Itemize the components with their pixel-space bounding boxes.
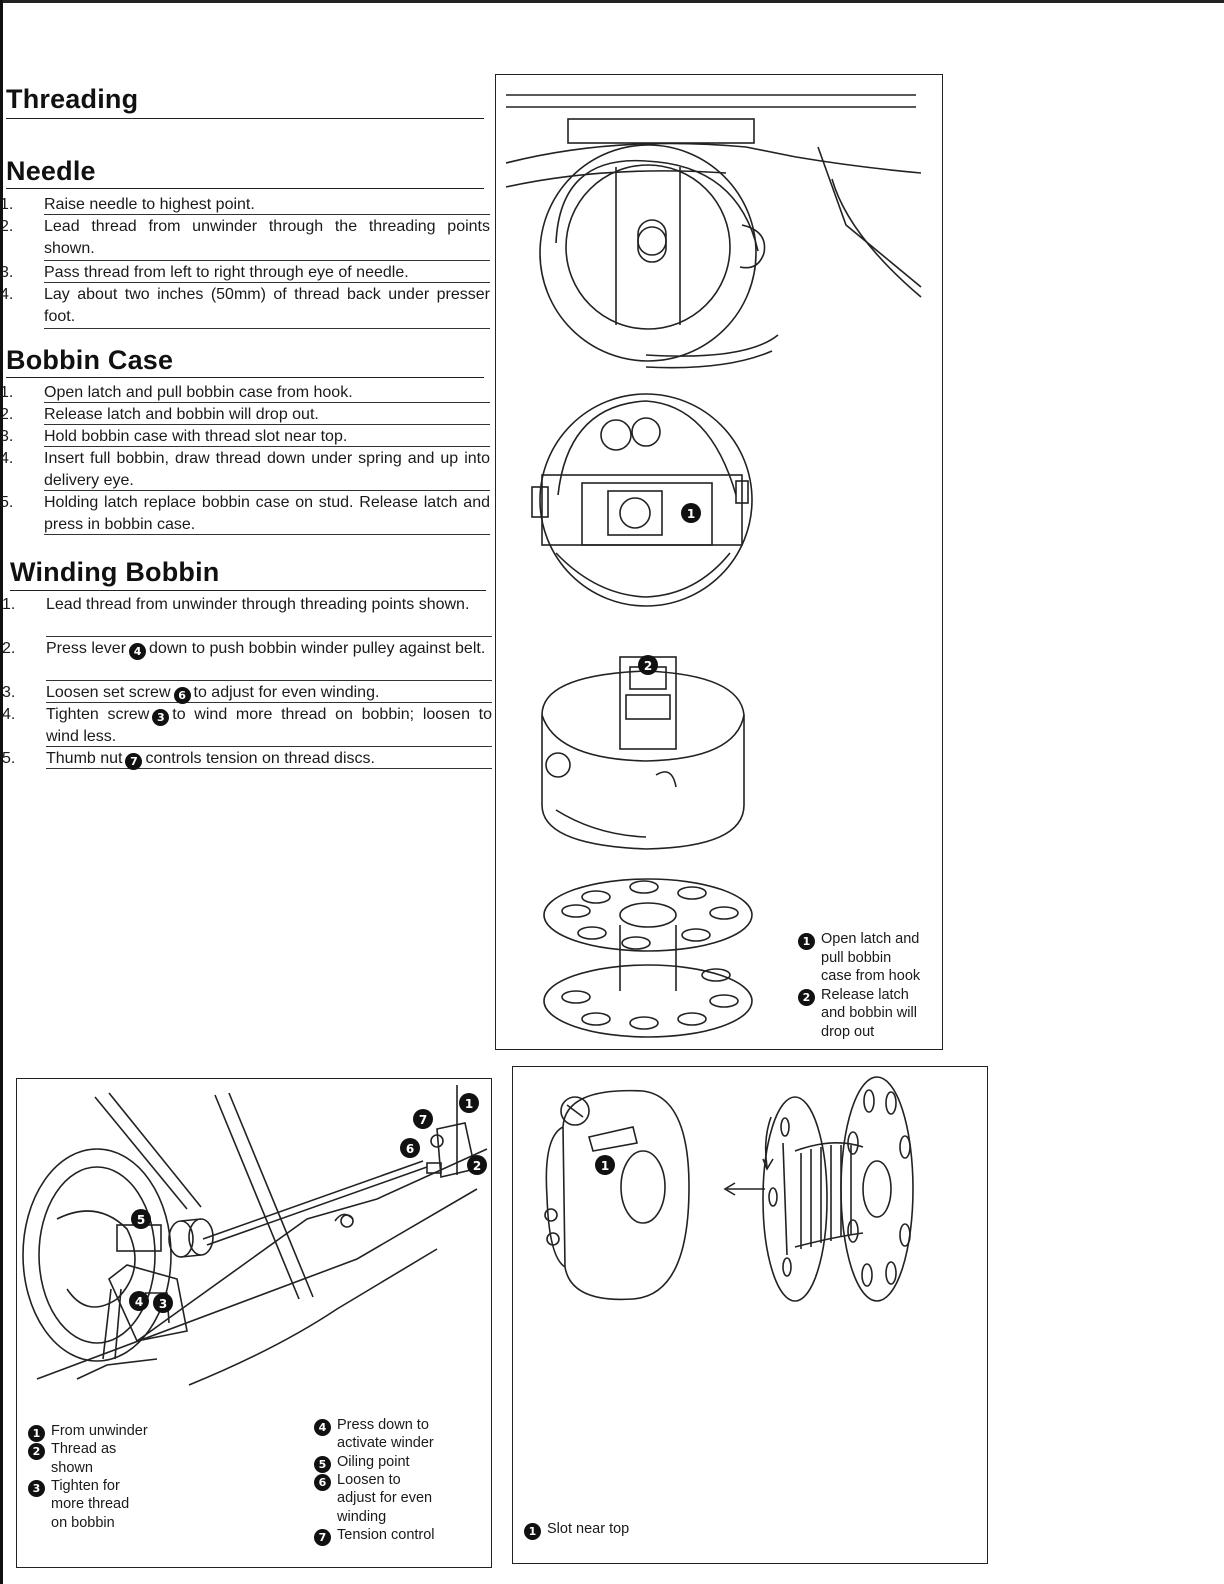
step-number: 5.	[2, 750, 16, 767]
step-text-content: Lead thread from unwinder through threading points shown.	[46, 596, 470, 613]
step-number: 2.	[0, 406, 14, 423]
step-text-content: Open latch and pull bobbin case from hook.	[44, 384, 353, 401]
winding-step	[2, 682, 492, 704]
step-text	[46, 594, 492, 637]
caption-text: Loosen to	[337, 1471, 401, 1488]
winding-rule	[10, 590, 486, 591]
step-text	[44, 492, 490, 535]
caption-text: Release latch	[821, 986, 909, 1003]
step-text	[44, 448, 490, 491]
winder-illustration	[17, 1079, 489, 1401]
caption-text: Thread as	[51, 1441, 117, 1458]
winder-caption-left-line	[51, 1459, 93, 1478]
hook-caption-line	[798, 930, 919, 950]
winder-caption-left-line	[28, 1477, 120, 1497]
bobbin-caption-badge: 1	[524, 1523, 541, 1540]
caption-badge: 1	[798, 933, 815, 950]
caption-badge: 7	[314, 1529, 331, 1546]
step-text	[44, 194, 490, 215]
winding-bobbin-heading: Winding Bobbin	[10, 557, 220, 587]
step-badge: 7	[125, 753, 142, 770]
caption-text: Press down to	[337, 1417, 429, 1433]
caption-text: more thread	[51, 1496, 130, 1513]
needle-step	[0, 284, 490, 330]
step-number: 5.	[0, 494, 14, 511]
step-badge: 4	[129, 643, 146, 660]
step-text	[46, 748, 492, 769]
winder-caption-left-line	[28, 1440, 116, 1460]
caption-text: Oiling point	[337, 1453, 410, 1470]
step-number: 4.	[2, 706, 16, 723]
step-text-content: Insert full bobbin, draw thread down under spring and up into delivery eye.	[44, 450, 490, 489]
step-text-content: Raise needle to highest point.	[44, 196, 255, 213]
needle-heading: Needle	[6, 156, 96, 186]
step-badge: 6	[174, 687, 191, 704]
winder-caption-right-line	[337, 1434, 434, 1453]
step-number: 4.	[0, 286, 14, 303]
step-text-content: Pass thread from left to right through eye of needle.	[44, 264, 409, 281]
bobbin-caption	[524, 1520, 629, 1540]
winder-callout-5: 5	[136, 1213, 146, 1227]
step-text	[44, 216, 490, 261]
caption-text: on bobbin	[51, 1514, 115, 1531]
needle-step	[0, 262, 490, 284]
hook-callout-2: 2	[643, 659, 653, 673]
hook-illustrations	[496, 75, 940, 1047]
winder-callout-4: 4	[134, 1295, 144, 1309]
winder-callout-6: 6	[405, 1142, 415, 1156]
step-text	[44, 404, 490, 425]
hook-callout-1: 1	[686, 507, 696, 521]
top-border	[0, 0, 1224, 3]
step-text	[46, 704, 492, 747]
caption-text: pull bobbin	[821, 949, 892, 966]
caption-text: Open latch and	[821, 931, 920, 947]
winder-callout-7: 7	[418, 1113, 428, 1127]
step-text-post: controls tension on thread discs.	[145, 750, 375, 767]
step-number: 3.	[2, 684, 16, 701]
bobbin-callout-1: 1	[600, 1159, 610, 1173]
caption-text: Tighten for	[51, 1477, 120, 1494]
caption-badge: 2	[28, 1443, 45, 1460]
bobbin-caption-text: Slot near top	[547, 1521, 630, 1537]
needle-step	[0, 216, 490, 262]
winder-caption-left-line	[51, 1495, 129, 1514]
bobbin-step	[0, 404, 490, 426]
winding-step	[2, 594, 492, 638]
step-text-pre: Tighten screw	[46, 706, 150, 723]
step-text-post: to wind more thread on bobbin; loosen to wind less.	[46, 706, 493, 745]
hook-caption-line	[821, 1004, 917, 1023]
step-text-content: Release latch and bobbin will drop out.	[44, 406, 319, 423]
step-text-pre: Loosen set screw	[46, 684, 171, 701]
step-text	[44, 382, 490, 403]
needle-rule	[6, 188, 484, 189]
caption-badge: 3	[28, 1480, 45, 1497]
caption-text: case from hook	[821, 968, 921, 984]
caption-text: drop out	[821, 1023, 875, 1040]
threading-rule	[6, 118, 484, 119]
caption-text: winding	[337, 1508, 387, 1525]
winder-caption-right-line	[337, 1489, 432, 1508]
caption-text: From unwinder	[51, 1423, 148, 1439]
bobbin-illustration	[513, 1067, 985, 1327]
step-number: 2.	[2, 640, 16, 657]
step-badge: 3	[152, 709, 169, 726]
caption-text: activate winder	[337, 1435, 434, 1452]
step-text-content: Holding latch replace bobbin case on stud. Release latch and press in bobbin case.	[44, 494, 490, 533]
winder-caption-left-line	[51, 1514, 115, 1533]
winding-step	[2, 748, 492, 770]
step-text-content: Lead thread from unwinder through the threading points shown.	[44, 218, 490, 257]
caption-text: and bobbin will	[821, 1005, 917, 1021]
winder-caption-right-line	[337, 1508, 386, 1527]
caption-badge: 2	[798, 989, 815, 1006]
winder-caption-right-line	[314, 1453, 410, 1473]
threading-heading: Threading	[6, 84, 139, 114]
needle-step	[0, 194, 490, 216]
caption-text: shown	[51, 1459, 93, 1476]
hook-caption-line	[821, 1023, 874, 1042]
step-text	[46, 638, 492, 681]
step-number: 3.	[0, 428, 14, 445]
step-text-content: Lay about two inches (50mm) of thread back under presser foot.	[44, 286, 490, 325]
step-number: 4.	[0, 450, 14, 467]
step-text-post: down to push bobbin winder pulley against belt.	[149, 640, 486, 657]
caption-badge: 4	[314, 1419, 331, 1436]
step-text-pre: Thumb nut	[46, 750, 123, 767]
step-text-content: Hold bobbin case with thread slot near top.	[44, 428, 348, 445]
winding-step	[2, 704, 492, 748]
step-text	[44, 284, 490, 329]
winder-caption-right-line	[314, 1526, 435, 1546]
step-text-post: to adjust for even winding.	[193, 684, 380, 701]
caption-badge: 5	[314, 1456, 331, 1473]
caption-badge: 6	[314, 1474, 331, 1491]
caption-text: Tension control	[337, 1526, 435, 1543]
step-text	[44, 262, 490, 283]
hook-caption-line	[798, 986, 909, 1006]
winder-caption-right-line	[314, 1416, 429, 1436]
caption-text: adjust for even	[337, 1490, 433, 1507]
hook-caption-line	[821, 949, 891, 968]
step-number: 1.	[0, 196, 14, 213]
winder-callout-2: 2	[472, 1159, 482, 1173]
bobbin-step	[0, 448, 490, 492]
step-number: 2.	[0, 218, 14, 235]
hook-caption-line	[821, 967, 920, 986]
caption-badge: 1	[28, 1425, 45, 1442]
step-text	[46, 682, 492, 703]
bobbin-step	[0, 426, 490, 448]
bobbin-case-heading: Bobbin Case	[6, 345, 174, 375]
bobbin-case-rule	[6, 377, 484, 378]
step-number: 3.	[0, 264, 14, 281]
bobbin-step	[0, 492, 490, 536]
bobbin-step	[0, 382, 490, 404]
winder-callout-3: 3	[158, 1297, 168, 1311]
winding-step	[2, 638, 492, 682]
winder-caption-right-line	[314, 1471, 401, 1491]
winder-callout-1: 1	[464, 1097, 474, 1111]
step-text	[44, 426, 490, 447]
winder-caption-left-line	[28, 1422, 148, 1442]
step-number: 1.	[2, 596, 16, 613]
step-number: 1.	[0, 384, 14, 401]
step-text-pre: Press lever	[46, 640, 127, 657]
